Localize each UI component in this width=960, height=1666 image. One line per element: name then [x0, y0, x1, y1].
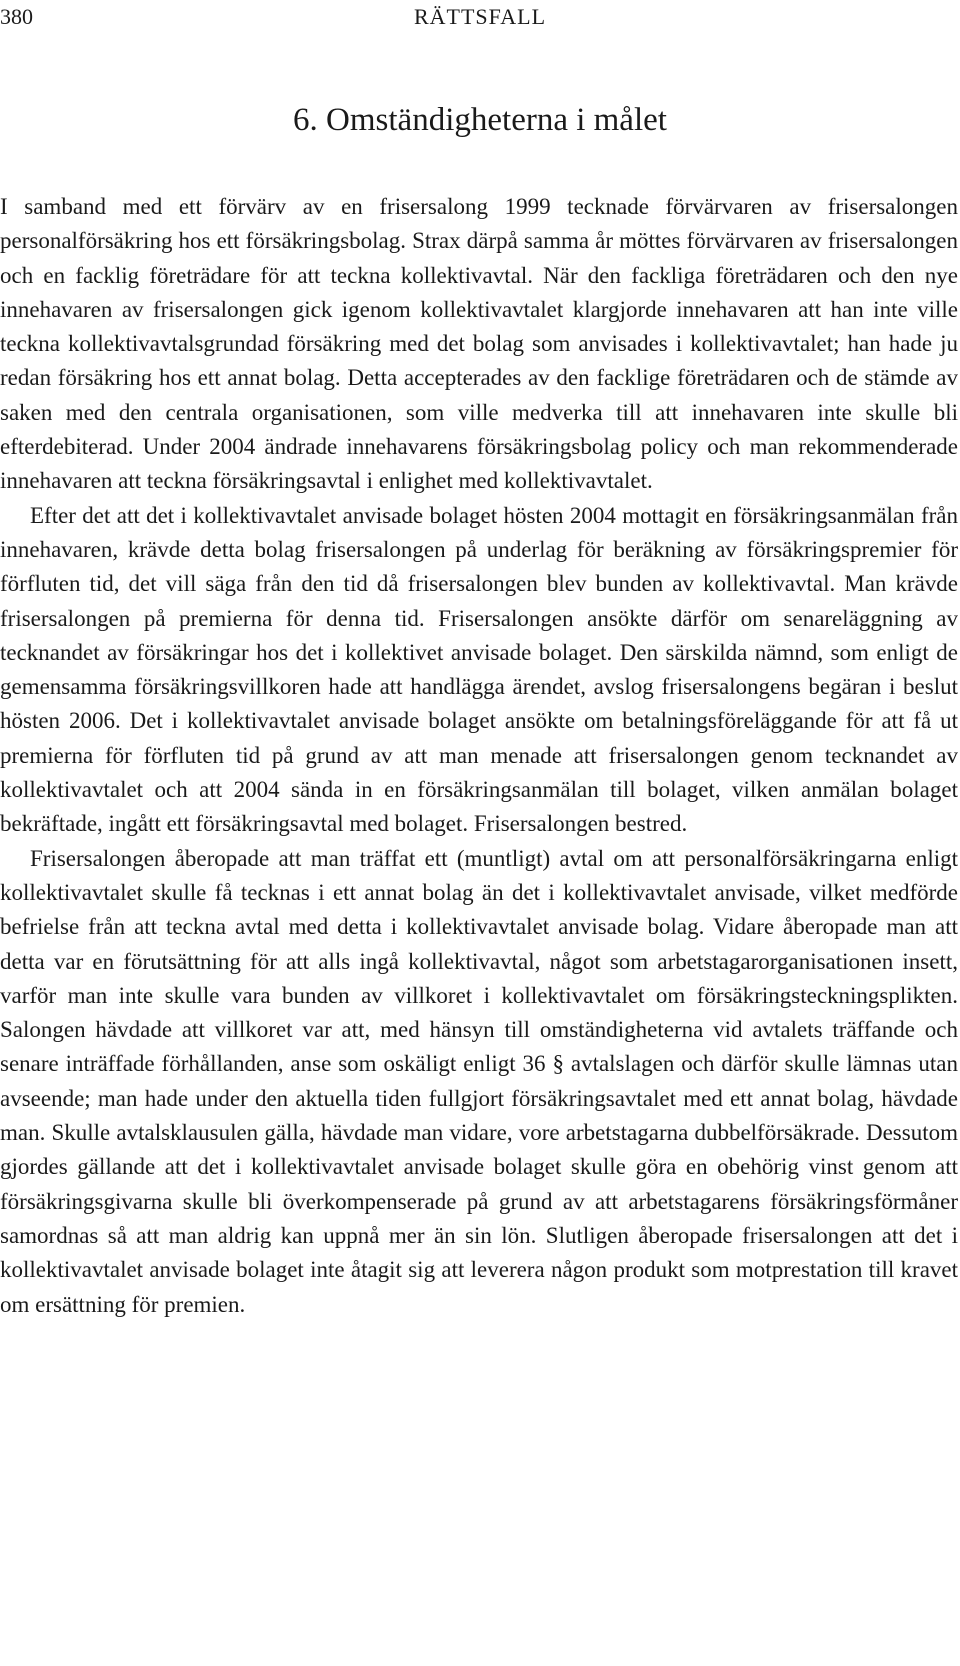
paragraph-2: Efter det att det i kollektivavtalet anvisade bolaget hösten 2004 mottagit en försäkringsanmälan från innehavaren, krävde detta bolag frisersalongen på underlag för beräkning av försäkringspremier för förfluten tid, det vill säga från den tid då frisersalongen blev bunden av kollektivavtal. Man krävde frisersalongen på premierna för denna tid. Frisersalongen ansökte därför om senareläggning av tecknandet av försäkringar hos det i kollektivet anvisade bolaget. Den särskilda nämnd, som enligt de gemensamma försäkringsvillkoren hade att handlägga ärendet, avslog frisersalongens begäran i beslut hösten 2006. Det i kollektivavtalet anvisade bolaget ansökte om betalningsföreläggande för att få ut premierna för förfluten tid på grund av att man menade att frisersalongen genom tecknandet av kollektivavtalet och att 2004 sända in en försäkringsanmälan till bolaget, vilken anmälan bolaget bekräftade, ingått ett försäkringsavtal med bolaget. Frisersalongen bestred. — [0, 502, 958, 837]
paragraph-3: Frisersalongen åberopade att man träffat ett (muntligt) avtal om att personalförsäkringarna enligt kollektivavtalet skulle få tecknas i ett annat bolag än det i kollektivavtalet anvisade, vilket medförde befrielse från att teckna avtal med detta i kollektivavtalet anvisade bolag. Vidare åberopade man att detta var en förutsättning för att alls ingå kollektivavtal, något som arbetstagarorganisationen insett, varför man inte skulle vara bunden av villkoret i kollektivavtalet om försäkringsteckningsplikten. Salongen hävdade att villkoret var att, med hänsyn till omständigheterna vid avtalets träffande och senare inträffade förhållanden, anse som oskäligt enligt 36 § avtalslagen och därför skulle lämnas utan avseende; man hade under den aktuella tiden fullgjort försäkringsavtalet med ett annat bolag, hävdade man. Skulle avtalsklausulen gälla, hävdade man vidare, vore arbetstagarna dubbelförsäkrade. Dessutom gjordes gällande att det i kollektivavtalet anvisade bolaget skulle göra en obehörig vinst genom att försäkringsgivarna skulle bli överkompenserade på grund av att arbetstagarens försäkringsförmåner samordnas så att man aldrig kan uppnå mer än sin lön. Slutligen åberopade frisersalongen att det i kollektivavtalet anvisade bolaget inte åtagit sig att leverera någon produkt som motprestation till kravet om ersättning för premien. — [0, 845, 958, 1317]
running-title: RÄTTSFALL — [413, 4, 547, 29]
running-head — [0, 2, 960, 32]
paragraph-1: I samband med ett förvärv av en frisersalong 1999 tecknade förvärvaren av frisersalongen personalförsäkring hos ett försäkringsbolag. Strax därpå samma år möttes förvärvaren av frisersalongen och en facklig företrädare för att teckna kollektivavtal. När den fackliga företrädaren och den nye innehavaren av frisersalongen gick igenom kollektivavtalet klargjorde innehavaren att han inte ville teckna kollektivavtalsgrundad försäkring med det bolag som anvisades i kollektivavtalet; han hade ju redan försäkring hos ett annat bolag. Detta accepterades av den facklige företrädaren och de stämde av saken med den centrala organisationen, som ville medverka till att innehavaren inte skulle bli efterdebiterad. Under 2004 ändrade innehavarens försäkringsbolag policy och man rekommenderade innehavaren att teckna försäkringsavtal i enlighet med kollektivavtalet. — [0, 194, 958, 494]
section-heading: 6. Omständigheterna i målet — [293, 102, 667, 138]
page-number: 380 — [0, 4, 33, 29]
body-text — [0, 190, 958, 1322]
